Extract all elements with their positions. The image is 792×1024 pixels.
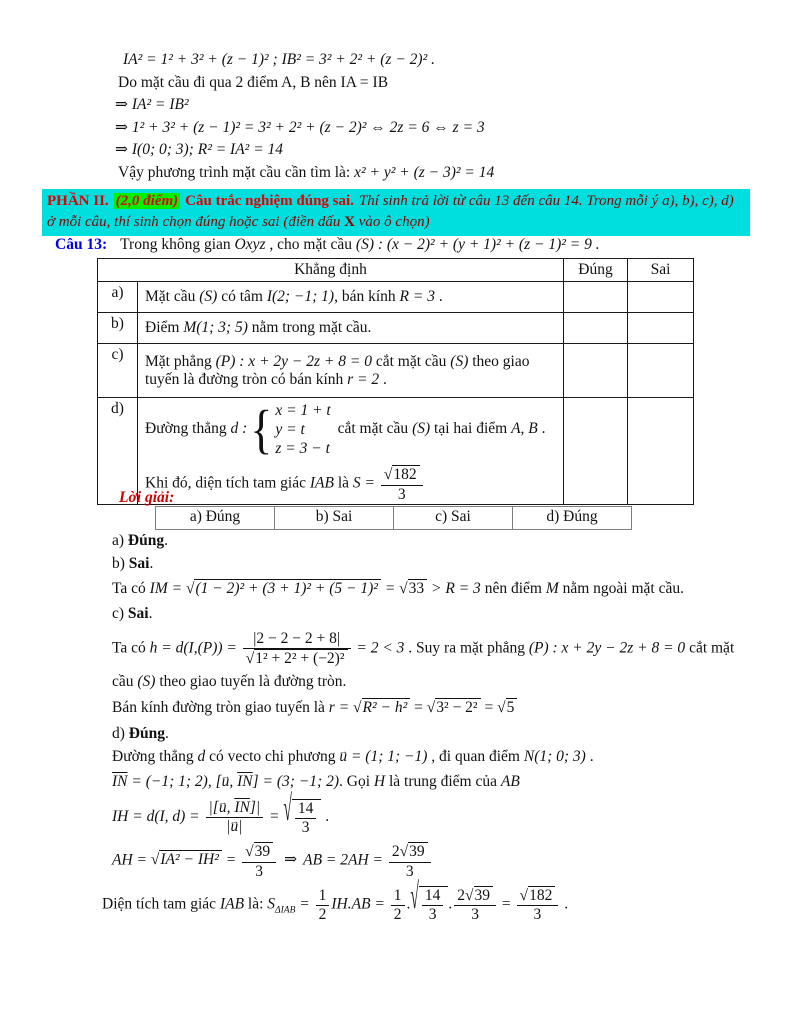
math-seg: (S) [412, 420, 431, 438]
text-seg: . Gọi [339, 772, 374, 790]
fraction: $\frac{√182}{3}$ [517, 886, 559, 924]
row-a-label: a) [98, 282, 138, 313]
sqrt: √39 [465, 887, 493, 904]
solution-body [102, 530, 776, 924]
math-seg: IH = d(I, d) = [112, 807, 204, 825]
answer-cell-a-true[interactable] [564, 282, 628, 313]
math-seg: 1² + 3² + (z − 1)² = 3² + 2² + (z − 2)² ⇔ 2z = 6 ⇔ z = 3 [128, 118, 485, 136]
text-seg: cắt mặt cầu [371, 352, 451, 370]
false-header: Sai [628, 259, 694, 282]
math-seg: (S) [137, 672, 156, 690]
math-seg: IAB [219, 895, 245, 913]
text-seg: . Suy ra mặt phẳng [404, 639, 529, 657]
text-seg: là trung điểm của [385, 772, 501, 790]
question-number: Câu 13: [55, 236, 108, 253]
x-mark-label: X [344, 214, 355, 230]
sqrt: √33 [399, 580, 427, 597]
sphere-equation: (S) : (x − 2)² + (y + 1)² + (z − 1)² = 9 . [355, 236, 600, 253]
answer-summary-table [155, 506, 632, 530]
text-seg: Đường thẳng [145, 420, 231, 438]
fraction: $\frac{2√39}{3}$ [454, 886, 496, 924]
text-seg: nên điểm [480, 580, 546, 597]
part2-instructions-end: vào ô chọn) [355, 214, 430, 230]
answer-cell-a-false[interactable] [628, 282, 694, 313]
text-seg: có vecto chi phương [205, 747, 340, 765]
circle-radius-line [112, 697, 776, 719]
text-seg: . [406, 895, 411, 913]
statement-a [138, 282, 564, 313]
text-seg: . [148, 605, 153, 622]
math-seg: H [373, 772, 386, 790]
line-with-system [145, 399, 556, 460]
math-seg: = 2 < 3 [352, 639, 405, 657]
conclusion-line [118, 162, 494, 185]
row-b-label: b) [98, 313, 138, 344]
text-seg: . [164, 532, 168, 549]
text-seg: có tâm [217, 288, 267, 305]
math-seg: (S) [450, 352, 469, 370]
system-eq-1: x = 1 + t [275, 402, 331, 419]
formula-line-expanded [115, 117, 494, 140]
text-seg: . [379, 370, 387, 388]
sqrt: √39 [400, 843, 428, 860]
math-seg: r = [328, 698, 354, 716]
math-seg: d : [230, 420, 248, 438]
solution-b-line [112, 553, 776, 575]
direction-vector-line [112, 746, 776, 768]
text-seg: = [410, 698, 427, 716]
sqrt: √ $\frac{14}{3}$ [410, 895, 448, 912]
circle-intersection-line [112, 671, 776, 693]
fraction: $\frac{1}{2}$ [391, 887, 405, 923]
fraction: $\frac{|2 - 2 - 2 + 8|}{\text{√1² + 2² + (−2)²}}$ [243, 630, 351, 668]
sqrt: √182 [520, 887, 556, 904]
vector-in: $\overline{IN}$ [237, 772, 253, 790]
formula-line-ia2-ib2 [115, 94, 494, 117]
text-seg: Mặt cầu [145, 288, 200, 305]
solution-heading: Lời giải: [119, 489, 175, 506]
math-seg: M [545, 580, 559, 597]
answer-d: d) Đúng [513, 507, 632, 530]
fraction: $\frac{|[u \to, \overline{IN}]|}{|u \to|}$ [206, 799, 264, 835]
math-seg: = [221, 851, 241, 869]
text-seg: theo giao tuyến là đường tròn có bán kính [145, 352, 530, 388]
vector-u: u → [339, 746, 347, 768]
text-seg: Khi đó, diện tích tam giác [145, 474, 310, 492]
text-seg: d) [112, 724, 129, 742]
math-seg: = [295, 895, 314, 913]
text-seg: nằm ngoài mặt cầu. [558, 580, 684, 597]
fraction: $\frac{14}{3}$ [295, 800, 317, 836]
text-seg: , bán kính [334, 288, 400, 305]
text-seg: theo giao tuyến là đường tròn. [155, 672, 347, 690]
math-seg: AB [500, 772, 520, 790]
sqrt: √ $\frac{14}{3}$ [283, 808, 321, 825]
answer-cell-d-true[interactable] [564, 398, 628, 505]
table-row-b [98, 313, 694, 344]
text-seg: , đi quan điểm [427, 747, 524, 765]
math-seg: , [229, 772, 238, 790]
math-seg: IAB [309, 474, 334, 492]
text-seg: . [537, 420, 546, 438]
text-seg: = [498, 895, 515, 913]
true-header: Đúng [564, 259, 628, 282]
row-d-label: d) [98, 398, 138, 505]
bracket: ] [252, 772, 259, 790]
text-seg: , cho mặt cầu [265, 236, 356, 253]
math-seg: x² + y² + (z − 3)² = 14 [354, 163, 495, 181]
vector-u: u → [230, 818, 238, 835]
verdict-b: Sai [128, 555, 150, 572]
answer-cell-b-true[interactable] [564, 313, 628, 344]
table-header-row [98, 259, 694, 282]
math-seg: IA² = IB² [128, 96, 189, 113]
fraction: $\frac{√182}{3}$ [381, 465, 423, 503]
formula-line-center-radius [115, 139, 494, 162]
math-seg: I(0; 0; 3); R² = IA² = 14 [128, 141, 284, 158]
math-seg: (P) : x + 2y − 2z + 8 = 0 [215, 352, 372, 370]
implies-symbol: ⇒ [284, 851, 298, 869]
text-seg: = [480, 698, 498, 716]
text-seg: . [149, 555, 154, 572]
sqrt: √(1 − 2)² + (3 + 1)² + (5 − 1)² [186, 580, 381, 597]
part2-title: Câu trắc nghiệm đúng sai. [185, 193, 354, 209]
table-row-c [98, 344, 694, 398]
answer-a: a) Đúng [156, 507, 275, 530]
area-claim-line [145, 465, 556, 503]
math-seg: d [197, 747, 206, 765]
text-seg: . [434, 288, 443, 305]
solution-c-line [112, 603, 776, 625]
fraction: $\frac{14}{3}$ [422, 887, 444, 923]
implies-symbol: ⇒ [115, 118, 128, 136]
part2-label: PHẦN II. [47, 193, 109, 209]
equation-system [250, 398, 331, 459]
system-eq-2: y = t [275, 421, 305, 438]
math-seg: = [265, 807, 284, 825]
vector-u: u → [222, 771, 230, 793]
intro-derivation-block [115, 49, 495, 184]
verdict-c: Sai [127, 605, 149, 622]
statement-header: Khẳng định [98, 259, 564, 282]
sqrt: √5 [497, 699, 517, 716]
math-seg: = (3; −1; 2) [258, 772, 339, 790]
solution-d-line [112, 723, 776, 745]
fraction: $\frac{√39}{3}$ [242, 842, 276, 880]
question-table [97, 258, 694, 505]
part2-points-badge: (2,0 điểm) [115, 193, 179, 209]
fraction: $\frac{1}{2}$ [316, 887, 330, 923]
math-seg: (P) : x + 2y − 2z + 8 = 0 [528, 639, 686, 657]
math-seg: R = 3 [399, 288, 435, 305]
formula-line-ia-ib: IA² = 1² + 3² + (z − 1)² ; IB² = 3² + 2² + (z − 2)² . [123, 51, 435, 68]
sqrt: √182 [384, 466, 420, 483]
text-seg: Diện tích tam giác [102, 895, 220, 913]
math-seg: AH = [112, 851, 151, 869]
text-seg: b) [112, 555, 129, 572]
sqrt: √39 [245, 843, 273, 860]
sqrt: √R² − h² [353, 699, 410, 716]
answer-cell-b-false[interactable] [628, 313, 694, 344]
verdict-d: Đúng [128, 724, 165, 742]
answer-cell-c-false[interactable] [628, 344, 694, 398]
sqrt: √3² − 2² [427, 699, 481, 716]
math-seg: > R = 3 [427, 580, 481, 597]
answer-c: c) Sai [394, 507, 513, 530]
answer-b: b) Sai [275, 507, 394, 530]
text-seg: Ta có [112, 639, 150, 657]
math-seg: Oxyz [234, 236, 266, 253]
text-seg: Đường thẳng [112, 747, 198, 765]
text-seg: . [321, 807, 330, 825]
math-seg: IM = [149, 580, 186, 597]
text-seg: là [333, 474, 353, 492]
implies-symbol: ⇒ [115, 141, 128, 158]
system-eq-3: z = 3 − t [275, 440, 330, 457]
math-seg: A, B [511, 420, 538, 438]
math-seg: = [380, 580, 400, 597]
math-seg: r = 2 [347, 370, 380, 388]
vector-in: $\overline{IN}$ [234, 799, 250, 817]
text-seg: cắt mặt [685, 639, 735, 657]
text-seg: Trong không gian [120, 236, 235, 253]
fraction: $\frac{2√39}{3}$ [389, 842, 431, 880]
part2-instructions: Thí sinh trả lời từ câu 13 đến câu 14. Trong mỗi ý a), b), c), d) ở mỗi câu, thí sinh chọn đúng hoặc sai (điền dấu [47, 193, 734, 230]
math-seg: = (1; 1; −1) [347, 747, 428, 765]
text-seg: là: [244, 895, 268, 913]
bracket: [ [215, 772, 222, 790]
ih-distance-line [112, 789, 776, 836]
math-seg: S [267, 895, 276, 913]
text-seg: . [164, 724, 169, 742]
sqrt: √1² + 2² + (−2)² [246, 650, 348, 667]
math-seg: AB = 2AH = [303, 851, 387, 869]
vector-in: $\overline{IN}$ [112, 772, 128, 790]
text-seg: Mặt phẳng [145, 352, 216, 370]
question-13-heading [55, 236, 600, 254]
system-brace: { [250, 398, 273, 459]
answer-cell-c-true[interactable] [564, 344, 628, 398]
row-c-label: c) [98, 344, 138, 398]
math-seg: N(1; 0; 3) [523, 747, 586, 765]
text-seg: . [585, 747, 594, 765]
text-seg: nằm trong mặt cầu. [247, 319, 372, 336]
vector-u: u → [219, 799, 227, 816]
plane-distance-line [112, 630, 776, 668]
text-seg: Ta có [112, 580, 150, 597]
in-vector-line [112, 771, 776, 793]
answer-cell-d-false[interactable] [628, 398, 694, 505]
im-distance-line [112, 578, 776, 600]
statement-d [138, 398, 564, 505]
part2-banner [42, 189, 750, 236]
text-seg: . [448, 895, 453, 913]
text-seg: Điểm [145, 319, 184, 336]
text-seg: cầu [112, 672, 138, 690]
math-seg: M(1; 3; 5) [183, 319, 248, 336]
statement-b [138, 313, 564, 344]
table-row-a [98, 282, 694, 313]
sqrt: √IA² − IH² [151, 851, 222, 868]
statement-c [138, 344, 564, 398]
table-row-d [98, 398, 694, 505]
text-seg: tại hai điểm [430, 420, 512, 438]
text-seg: cắt mặt cầu [333, 420, 413, 438]
text-seg: a) [112, 532, 128, 549]
subscript: ΔIAB [275, 905, 296, 916]
solution-a-line [112, 530, 776, 552]
implies-symbol: ⇒ [115, 96, 128, 113]
triangle-area-line [102, 876, 776, 924]
math-seg: = (−1; 1; 2), [127, 772, 216, 790]
math-seg: I(2; −1; 1) [266, 288, 335, 305]
text-seg: Bán kính đường tròn giao tuyến là [112, 698, 329, 716]
math-seg: h = d(I,(P)) = [149, 639, 241, 657]
math-seg: IH.AB = [331, 895, 389, 913]
text-seg: Vậy phương trình mặt cầu cần tìm là: [118, 163, 355, 181]
text-seg: . [560, 895, 569, 913]
ah-ab-line [112, 842, 776, 880]
verdict-a: Đúng [127, 532, 165, 549]
text-seg: c) [112, 605, 128, 622]
text-line-sphere-through-ab: Do mặt cầu đi qua 2 điểm A, B nên IA = IB [118, 73, 389, 91]
math-seg: S = [352, 474, 379, 492]
math-seg: (S) [199, 288, 218, 305]
